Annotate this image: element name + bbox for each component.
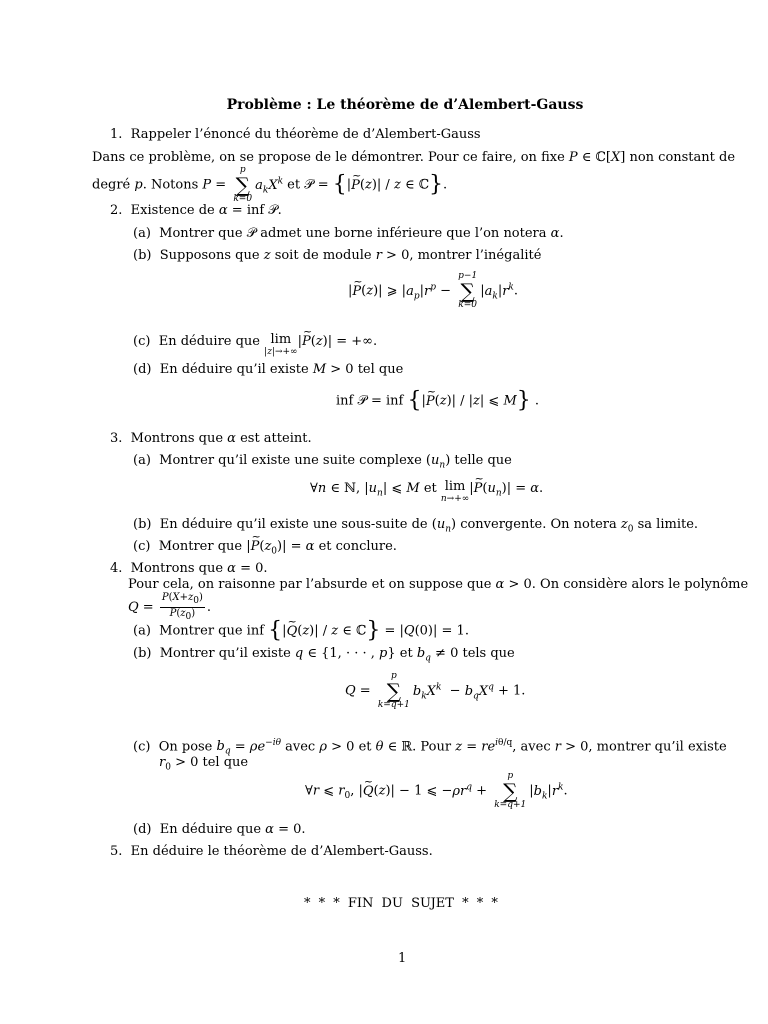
end-marker: * * * FIN DU SUJET * * * <box>304 896 498 911</box>
question-3c: (c) Montrer que |~ $P(z_0)| = \alpha$ et conclure. <box>133 539 397 557</box>
intro-line-2: degré p. Notons P = p ∑ k=0 $a_kX^k$ et 𝒫 = {|~ P(z)| / z ∈ ℂ}. <box>92 166 447 204</box>
equation-4b: Q = p ∑ k=q+1 $b_kX^k - b_qX^q + 1$. <box>345 671 526 710</box>
question-number: 2. <box>110 203 123 218</box>
question-4d: (d) En déduire que α = 0. <box>133 822 306 837</box>
page-number: 1 <box>398 951 407 966</box>
equation-4c: ∀r ⩽ $r_0$, |~ Q(z)| − 1 ⩽ $-\rho r^q$ + p ∑ k=q+1 $|b_k|r^k$. <box>305 772 568 810</box>
question-5: 5. En déduire le théorème de d’Alembert-Gauss. <box>110 844 433 859</box>
question-4b: (b) Montrer qu’il existe q ∈ {1, · · · , p} et $b_q \ne 0$ tels que <box>133 646 515 664</box>
intro-text: degré <box>92 177 131 193</box>
question-4a: (a) Montrer que inf {|~ Q(z)| / z ∈ ℂ} = |Q(0)| = 1. <box>133 620 469 642</box>
question-2c: (c) En déduire que lim |z|→+∞ |~ P(z)| = +∞. <box>133 334 377 358</box>
equation-3a: ∀n ∈ ℕ, $|u_n|$ ⩽ M et lim n→+∞ |~ $P(u_n)| = \alpha$. <box>310 481 543 505</box>
intro-line-1: Dans ce problème, on se propose de le démontrer. Pour ce faire, on fixe P ∈ ℂ[X] non constant de <box>92 150 736 165</box>
question-2: 2. Existence de α = inf 𝒫. <box>110 203 282 218</box>
question-2d: (d) En déduire qu’il existe M > 0 tel que <box>133 362 404 377</box>
question-2a: (a) Montrer que 𝒫 admet une borne inférieure que l’on notera α. <box>133 226 564 241</box>
question-3: 3. Montrons que α est atteint. <box>110 431 312 446</box>
question-3a: (a) Montrer qu’il existe une suite complexe $(u_n)$ telle que <box>133 453 512 471</box>
question-1 <box>110 127 481 142</box>
intro-text-end: non constant de <box>629 150 736 165</box>
question-4-polynomial: Q = $\frac{P(X+z_0)}{P(z_0)}$ . <box>128 592 212 622</box>
equation-2b: |~ P(z)| ⩾ $|a_p|r^p$ − p−1 ∑ k=0 $|a_k|r^k$. <box>348 272 518 310</box>
page-title: Problème : Le théorème de d’Alembert-Gauss <box>226 97 584 113</box>
question-2b: (b) Supposons que z soit de module r > 0, montrer l’inégalité <box>133 248 542 263</box>
question-3b: (b) En déduire qu’il existe une sous-suite de $(u_n)$ convergente. On notera $z_0$ sa limite. <box>133 517 699 535</box>
question-text: Rappeler l’énoncé du théorème de d’Alembert-Gauss <box>130 127 481 142</box>
question-text: Existence de <box>130 203 215 218</box>
question-4c: (c) On pose $b_q = \rho e^{-i\theta}$ avec ρ > 0 et θ ∈ ℝ. Pour $z = re^{i\theta/q}$, avec r > 0, montrer qu’il existe <box>133 738 727 757</box>
question-4-intro: Pour cela, on raisonne par l’absurde et on suppose que α > 0. On considère alors le polynôme <box>128 577 749 592</box>
question-4: 4. Montrons que α = 0. <box>110 561 268 576</box>
question-number: 1. <box>110 127 123 142</box>
question-4c-cont: $r_0 > 0$ tel que <box>159 755 249 773</box>
intro-text: Dans ce problème, on se propose de le démontrer. Pour ce faire, on fixe <box>92 150 565 165</box>
equation-2d: inf 𝒫 = inf {|~ P(z)| / |z| ⩽ M} . <box>336 390 539 412</box>
